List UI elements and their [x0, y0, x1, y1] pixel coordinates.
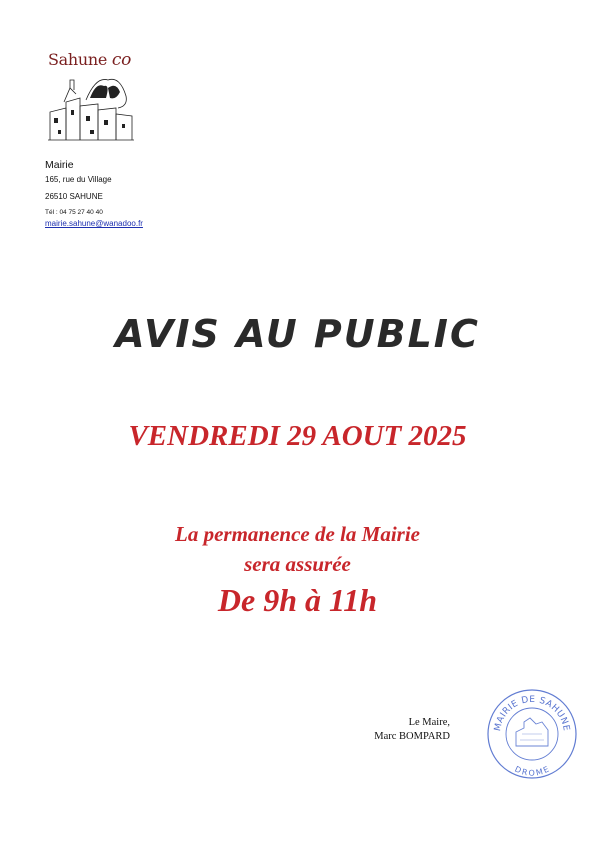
address-phone: Tél : 04 75 27 40 40 — [45, 208, 103, 216]
village-sketch-icon — [46, 72, 134, 142]
mairie-stamp-icon — [486, 688, 578, 780]
signature-block — [340, 716, 450, 744]
logo-suffix: co — [111, 50, 132, 70]
notice-line-2: sera assurée — [244, 552, 351, 576]
logo-name: Sahune — [48, 50, 108, 69]
stamp-bottom-text: DROME — [513, 764, 551, 778]
signature-name: Marc BOMPARD — [374, 731, 450, 742]
address-email-link[interactable]: mairie.sahune@wanadoo.fr — [45, 219, 143, 228]
notice-line-1: La permanence de la Mairie — [175, 522, 420, 546]
svg-text:MAIRIE DE SAHUNE — [493, 695, 571, 732]
address-office: Mairie — [45, 159, 74, 171]
logo-wordmark — [48, 50, 131, 70]
notice-hours: De 9h à 11h — [217, 582, 378, 618]
address-city: 26510 SAHUNE — [45, 191, 103, 201]
notice-title: AVIS AU PUBLIC — [115, 312, 480, 356]
mairie-address-block — [45, 160, 143, 228]
signature-role: Le Maire, — [408, 717, 450, 728]
village-logo — [46, 50, 156, 142]
stamp-top-text: MAIRIE DE SAHUNE — [492, 694, 571, 733]
address-street: 165, rue du Village — [45, 174, 112, 184]
notice-date: VENDREDI 29 AOUT 2025 — [128, 420, 467, 452]
